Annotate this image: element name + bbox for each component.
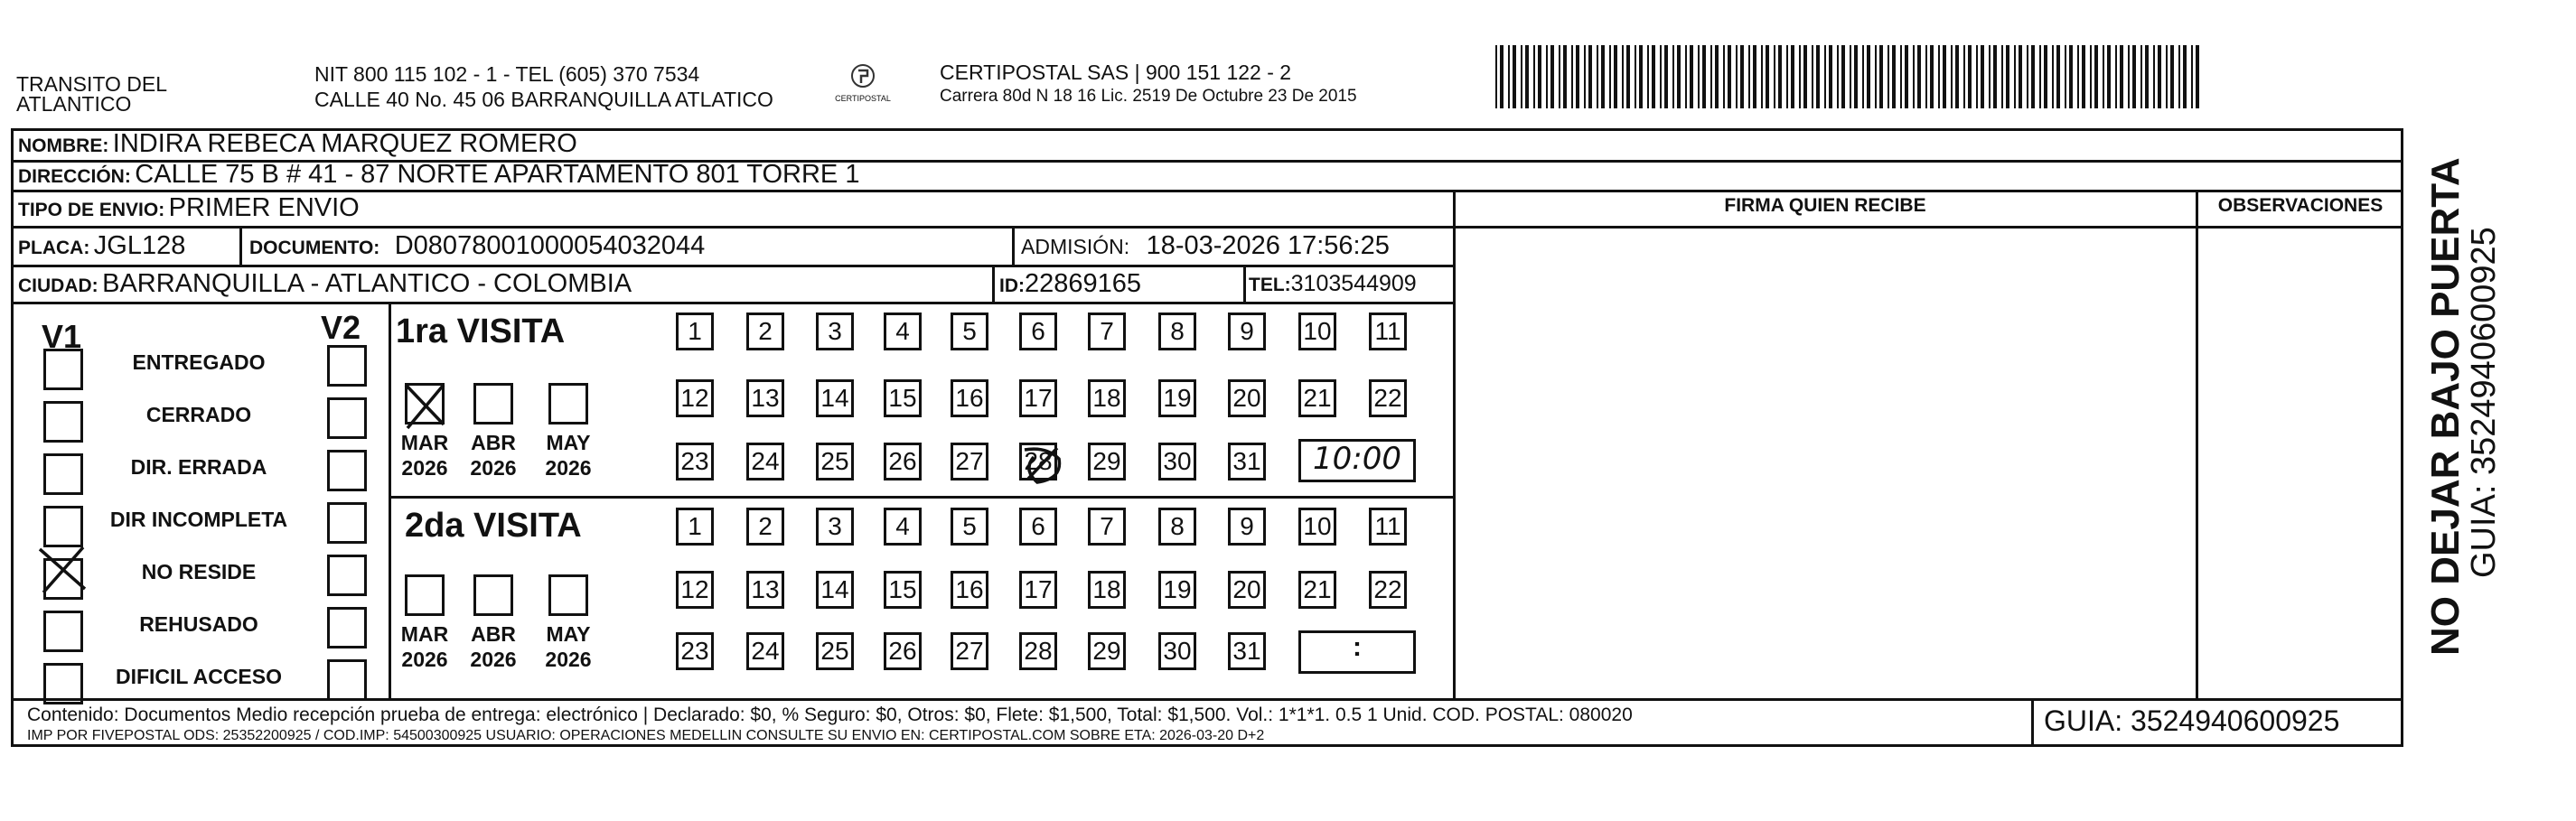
barcode-bar bbox=[1609, 45, 1611, 108]
type-row bbox=[18, 193, 360, 223]
v2-checkbox[interactable] bbox=[327, 659, 367, 701]
barcode-bar bbox=[1900, 45, 1902, 108]
type-label: TIPO DE ENVIO: bbox=[18, 200, 165, 220]
barcode-bar bbox=[1740, 45, 1744, 108]
barcode-bar bbox=[2001, 45, 2003, 108]
company-license: Carrera 80d N 18 16 Lic. 2519 De Octubre 23 De 2015 bbox=[940, 87, 1357, 106]
barcode-bar bbox=[1930, 45, 1934, 108]
sender-nit: NIT 800 115 102 - 1 - TEL (605) 370 7534 bbox=[314, 62, 700, 86]
barcode-bar bbox=[1905, 45, 1908, 108]
day-cell[interactable]: 14 bbox=[816, 571, 854, 609]
day-cell[interactable]: 23 bbox=[676, 443, 714, 480]
day-cell[interactable]: 31 bbox=[1228, 443, 1266, 480]
barcode-bar bbox=[1841, 45, 1845, 108]
day-cell[interactable]: 25 bbox=[816, 443, 854, 480]
v1-label: V1 bbox=[42, 318, 82, 355]
barcode-bar bbox=[2090, 45, 2092, 108]
footer-contents: Contenido: Documentos Medio recepción prueba de entrega: electrónico | Declarado: $0, % Seguro: $0, Otros: $0, Flete: $1,500, Total: $1,500. Vol.: 1*1*1. 0.5 1 Unid. COD. POSTAL: 080020 bbox=[27, 704, 1633, 725]
v2-checkbox[interactable] bbox=[327, 555, 367, 596]
barcode-bar bbox=[1943, 45, 1946, 108]
side-warning: NO DEJAR BAJO PUERTA bbox=[2423, 157, 2468, 656]
sender-name bbox=[16, 74, 167, 114]
observations-header: OBSERVACIONES bbox=[2217, 195, 2384, 216]
barcode-bar bbox=[2006, 45, 2009, 108]
barcode-bar bbox=[1786, 45, 1788, 108]
status-option-label: CERRADO bbox=[145, 403, 252, 426]
v2-label: V2 bbox=[321, 309, 361, 346]
first-visit-title: 1ra VISITA bbox=[396, 313, 566, 350]
id-field bbox=[999, 269, 1141, 299]
barcode-bar bbox=[2044, 45, 2047, 108]
barcode-bar bbox=[1829, 45, 1832, 108]
month-year: 2026 bbox=[545, 456, 592, 480]
barcode-bar bbox=[1728, 45, 1731, 108]
barcode-bar bbox=[1550, 45, 1554, 108]
barcode-bar bbox=[1538, 45, 1541, 108]
v2-checkbox[interactable] bbox=[327, 502, 367, 544]
barcode-bar bbox=[2014, 45, 2016, 108]
day-cell[interactable]: 8 bbox=[1158, 508, 1196, 546]
month-label: ABR bbox=[471, 431, 516, 454]
status-option-label: NO RESIDE bbox=[141, 560, 257, 583]
day-cell[interactable]: 8 bbox=[1158, 313, 1196, 350]
admission-field bbox=[1021, 231, 1390, 261]
barcode-bar bbox=[1791, 45, 1794, 108]
barcode-bar bbox=[1576, 45, 1579, 108]
barcode-bar bbox=[2132, 45, 2136, 108]
v2-checkbox[interactable] bbox=[327, 397, 367, 439]
barcode-bar bbox=[1677, 45, 1681, 108]
barcode-bar bbox=[2120, 45, 2123, 108]
barcode-bar bbox=[1698, 45, 1700, 108]
barcode-bar bbox=[1588, 45, 1592, 108]
company-name: CERTIPOSTAL SAS | 900 151 122 - 2 bbox=[940, 61, 1292, 84]
barcode-bar bbox=[1913, 45, 1915, 108]
barcode-bar bbox=[1938, 45, 1940, 108]
barcode-bar bbox=[1748, 45, 1750, 108]
barcode-bar bbox=[1989, 45, 1991, 108]
city-field bbox=[18, 269, 632, 299]
month-year: 2026 bbox=[470, 456, 517, 480]
barcode-bar bbox=[1736, 45, 1738, 108]
v2-checkbox[interactable] bbox=[327, 345, 367, 387]
tel-label: TEL: bbox=[1249, 275, 1291, 295]
month-year: 2026 bbox=[401, 456, 448, 480]
barcode-bar bbox=[1981, 45, 1984, 108]
barcode-bar bbox=[1837, 45, 1839, 108]
barcode-bar bbox=[2166, 45, 2168, 108]
day-cell[interactable]: 21 bbox=[1298, 571, 1336, 609]
barcode-bar bbox=[1647, 45, 1649, 108]
barcode-bar bbox=[2140, 45, 2142, 108]
plate-field bbox=[18, 231, 185, 261]
day-cell[interactable]: 11 bbox=[1369, 508, 1407, 546]
day-cell[interactable]: 24 bbox=[746, 632, 784, 670]
name-row bbox=[18, 129, 577, 160]
barcode-bar bbox=[2077, 45, 2079, 108]
day-cell[interactable]: 16 bbox=[951, 379, 988, 417]
day-cell[interactable]: 12 bbox=[676, 379, 714, 417]
barcode-bar bbox=[1521, 45, 1522, 108]
barcode-bar bbox=[2065, 45, 2066, 108]
signature-header: FIRMA QUIEN RECIBE bbox=[1724, 195, 1926, 216]
day-cell[interactable]: 16 bbox=[951, 571, 988, 609]
day-cell[interactable]: 10 bbox=[1298, 313, 1336, 350]
day-cell[interactable]: 13 bbox=[746, 379, 784, 417]
second-visit-time: : bbox=[1353, 632, 1362, 662]
side-guia: GUIA: 3524940600925 bbox=[2465, 227, 2503, 578]
day-cell[interactable]: 4 bbox=[884, 508, 922, 546]
barcode-bar bbox=[1660, 45, 1662, 108]
barcode-bar bbox=[1816, 45, 1820, 108]
barcode-bar bbox=[1766, 45, 1769, 108]
barcode-bar bbox=[1917, 45, 1921, 108]
barcode-bar bbox=[1993, 45, 1997, 108]
day-cell[interactable]: 9 bbox=[1228, 313, 1266, 350]
footer-imp: IMP POR FIVEPOSTAL ODS: 25352200925 / COD.IMP: 54500300925 USUARIO: OPERACIONES MEDELLIN CONSULTE SU ENVIO EN: CERTIPOSTAL.COM SOBRE ETA: 2026-03-20 D+2 bbox=[27, 728, 1265, 743]
barcode-bar bbox=[1803, 45, 1807, 108]
day-cell[interactable]: 3 bbox=[816, 508, 854, 546]
day-cell[interactable]: 5 bbox=[951, 313, 988, 350]
day-cell[interactable]: 29 bbox=[1088, 632, 1126, 670]
barcode-bar bbox=[1812, 45, 1813, 108]
barcode-bar bbox=[1652, 45, 1655, 108]
barcode-bar bbox=[1614, 45, 1617, 108]
day-cell[interactable]: 23 bbox=[676, 632, 714, 670]
day-cell[interactable]: 15 bbox=[884, 379, 922, 417]
day-cell[interactable]: 3 bbox=[816, 313, 854, 350]
month-checkbox[interactable] bbox=[548, 574, 588, 616]
barcode-bar bbox=[1862, 45, 1864, 108]
barcode-bar bbox=[1533, 45, 1535, 108]
barcode-graphic bbox=[1495, 45, 2200, 108]
barcode-bar bbox=[1715, 45, 1719, 108]
month-checkbox[interactable] bbox=[405, 574, 445, 616]
id-label: ID: bbox=[999, 275, 1025, 296]
day-cell[interactable]: 20 bbox=[1228, 379, 1266, 417]
barcode-bar bbox=[2082, 45, 2085, 108]
month-year: 2026 bbox=[545, 648, 592, 671]
barcode-bar bbox=[1854, 45, 1858, 108]
barcode-bar bbox=[1626, 45, 1630, 108]
day-cell[interactable]: 28 bbox=[1019, 632, 1057, 670]
barcode-bar bbox=[1622, 45, 1624, 108]
first-visit-time: 10:00 bbox=[1313, 441, 1401, 477]
barcode-bar bbox=[1879, 45, 1883, 108]
barcode-bar bbox=[1500, 45, 1503, 108]
admission-value: 18-03-2026 17:56:25 bbox=[1146, 231, 1390, 260]
barcode-bar bbox=[2145, 45, 2149, 108]
day-cell[interactable]: 11 bbox=[1369, 313, 1407, 350]
form-frame bbox=[11, 128, 2403, 747]
barcode-bar bbox=[2094, 45, 2098, 108]
barcode-bar bbox=[1601, 45, 1605, 108]
barcode-bar bbox=[1976, 45, 1978, 108]
footer-guia: GUIA: 3524940600925 bbox=[2044, 704, 2340, 737]
barcode-bar bbox=[2191, 45, 2193, 108]
barcode-bar bbox=[2069, 45, 2073, 108]
status-option-label: DIFICIL ACCESO bbox=[115, 665, 282, 688]
address-row bbox=[18, 160, 859, 190]
barcode-bar bbox=[1774, 45, 1775, 108]
day-cell[interactable]: 19 bbox=[1158, 571, 1196, 609]
recipient-address: CALLE 75 B # 41 - 87 NORTE APARTAMENTO 801 TORRE 1 bbox=[135, 160, 860, 189]
barcode-bar bbox=[1824, 45, 1826, 108]
month-year: 2026 bbox=[470, 648, 517, 671]
tel-field bbox=[1249, 271, 1417, 297]
barcode-bar bbox=[2107, 45, 2111, 108]
barcode-bar bbox=[2031, 45, 2035, 108]
v2-checkbox[interactable] bbox=[327, 450, 367, 491]
barcode-bar bbox=[1563, 45, 1567, 108]
plate-value: JGL128 bbox=[93, 231, 186, 260]
barcode-bar bbox=[1513, 45, 1516, 108]
day-cell[interactable]: 2 bbox=[746, 508, 784, 546]
admission-label: ADMISIÓN: bbox=[1021, 235, 1130, 258]
barcode-bar bbox=[2158, 45, 2161, 108]
barcode-bar bbox=[1525, 45, 1529, 108]
barcode-bar bbox=[1955, 45, 1959, 108]
status-option-label: REHUSADO bbox=[139, 612, 258, 636]
day-cell[interactable]: 20 bbox=[1228, 571, 1266, 609]
company-logo bbox=[827, 61, 899, 107]
barcode-bar bbox=[1635, 45, 1636, 108]
day-cell[interactable]: 2 bbox=[746, 313, 784, 350]
tel-value: 3103544909 bbox=[1290, 271, 1417, 296]
day-cell[interactable]: 5 bbox=[951, 508, 988, 546]
barcode-bar bbox=[2039, 45, 2041, 108]
status-option-label: ENTREGADO bbox=[132, 350, 266, 374]
month-year: 2026 bbox=[401, 648, 448, 671]
barcode-bar bbox=[2056, 45, 2060, 108]
day-cell[interactable]: 24 bbox=[746, 443, 784, 480]
barcode-bar bbox=[1546, 45, 1548, 108]
month-label: MAR bbox=[400, 622, 449, 646]
day-cell[interactable]: 7 bbox=[1088, 313, 1126, 350]
month-label: MAR bbox=[400, 431, 449, 454]
day-28-mark bbox=[1019, 443, 1068, 488]
day-cell[interactable]: 6 bbox=[1019, 508, 1057, 546]
barcode-bar bbox=[1690, 45, 1693, 108]
day-cell[interactable]: 1 bbox=[676, 508, 714, 546]
barcode-bar bbox=[1968, 45, 1972, 108]
day-cell[interactable]: 17 bbox=[1019, 379, 1057, 417]
barcode-bar bbox=[1664, 45, 1668, 108]
barcode-bar bbox=[1761, 45, 1763, 108]
barcode-bar bbox=[1723, 45, 1725, 108]
day-cell[interactable]: 10 bbox=[1298, 508, 1336, 546]
barcode-bar bbox=[1571, 45, 1573, 108]
barcode-bar bbox=[1702, 45, 1706, 108]
sender-line-2: ATLANTICO bbox=[16, 92, 132, 116]
month-label: MAY bbox=[546, 622, 591, 646]
day-cell[interactable]: 31 bbox=[1228, 632, 1266, 670]
day-cell[interactable]: 4 bbox=[884, 313, 922, 350]
barcode-bar bbox=[1951, 45, 1953, 108]
document-label: DOCUMENTO: bbox=[249, 238, 380, 258]
barcode-bar bbox=[1867, 45, 1870, 108]
month-checkbox[interactable] bbox=[548, 383, 588, 424]
barcode-bar bbox=[1685, 45, 1687, 108]
day-cell[interactable]: 18 bbox=[1088, 379, 1126, 417]
day-cell[interactable]: 21 bbox=[1298, 379, 1336, 417]
day-cell[interactable]: 25 bbox=[816, 632, 854, 670]
status-option-label: DIR. ERRADA bbox=[130, 455, 267, 479]
barcode-bar bbox=[1495, 45, 1497, 108]
barcode-bar bbox=[1850, 45, 1851, 108]
barcode-bar bbox=[2183, 45, 2187, 108]
day-cell[interactable]: 14 bbox=[816, 379, 854, 417]
day-cell[interactable]: 26 bbox=[884, 632, 922, 670]
barcode bbox=[1495, 45, 2200, 108]
day-cell[interactable]: 30 bbox=[1158, 443, 1196, 480]
month-checkbox[interactable] bbox=[473, 574, 513, 616]
barcode-bar bbox=[2128, 45, 2130, 108]
document-value: D08078001000054032044 bbox=[394, 231, 706, 260]
barcode-bar bbox=[1753, 45, 1756, 108]
day-cell[interactable]: 18 bbox=[1088, 571, 1126, 609]
barcode-bar bbox=[2153, 45, 2155, 108]
id-value: 22869165 bbox=[1025, 269, 1142, 298]
day-cell[interactable]: 17 bbox=[1019, 571, 1057, 609]
barcode-bar bbox=[1584, 45, 1586, 108]
barcode-bar bbox=[2052, 45, 2054, 108]
barcode-bar bbox=[1963, 45, 1965, 108]
barcode-bar bbox=[1888, 45, 1889, 108]
barcode-bar bbox=[1875, 45, 1877, 108]
barcode-bar bbox=[1559, 45, 1560, 108]
day-cell[interactable]: 12 bbox=[676, 571, 714, 609]
barcode-bar bbox=[2103, 45, 2104, 108]
shipment-type: PRIMER ENVIO bbox=[168, 193, 360, 222]
day-cell[interactable]: 27 bbox=[951, 443, 988, 480]
barcode-bar bbox=[1710, 45, 1712, 108]
status-option-label: DIR INCOMPLETA bbox=[109, 508, 288, 531]
barcode-bar bbox=[2115, 45, 2117, 108]
day-cell[interactable]: 7 bbox=[1088, 508, 1126, 546]
recipient-name: INDIRA REBECA MARQUEZ ROMERO bbox=[112, 129, 577, 158]
city-value: BARRANQUILLA - ATLANTICO - COLOMBIA bbox=[102, 269, 632, 298]
day-cell[interactable]: 22 bbox=[1369, 379, 1407, 417]
v2-checkbox[interactable] bbox=[327, 607, 367, 648]
no-reside-check-mark bbox=[34, 544, 92, 598]
barcode-bar bbox=[1672, 45, 1674, 108]
day-cell[interactable]: 26 bbox=[884, 443, 922, 480]
city-label: CIUDAD: bbox=[18, 275, 98, 296]
second-visit-title: 2da VISITA bbox=[405, 507, 582, 545]
plate-label: PLACA: bbox=[18, 238, 90, 258]
barcode-bar bbox=[2178, 45, 2180, 108]
barcode-bar bbox=[1892, 45, 1896, 108]
barcode-bar bbox=[1925, 45, 1927, 108]
day-cell[interactable]: 6 bbox=[1019, 313, 1057, 350]
day-cell[interactable]: 19 bbox=[1158, 379, 1196, 417]
barcode-bar bbox=[2196, 45, 2199, 108]
day-cell[interactable]: 30 bbox=[1158, 632, 1196, 670]
day-cell[interactable]: 28 bbox=[1019, 443, 1057, 480]
month-label: MAY bbox=[546, 431, 591, 454]
barcode-bar bbox=[1508, 45, 1510, 108]
month-checkbox[interactable] bbox=[473, 383, 513, 424]
address-label: DIRECCIÓN: bbox=[18, 166, 131, 187]
barcode-bar bbox=[2027, 45, 2028, 108]
day-cell[interactable]: 15 bbox=[884, 571, 922, 609]
barcode-bar bbox=[1799, 45, 1801, 108]
barcode-bar bbox=[1597, 45, 1598, 108]
first-visit-mar-check-mark bbox=[400, 379, 454, 434]
barcode-bar bbox=[1778, 45, 1782, 108]
day-cell[interactable]: 29 bbox=[1088, 443, 1126, 480]
sender-address: CALLE 40 No. 45 06 BARRANQUILLA ATLATICO bbox=[314, 88, 773, 111]
day-cell[interactable]: 22 bbox=[1369, 571, 1407, 609]
day-cell[interactable]: 9 bbox=[1228, 508, 1266, 546]
day-cell[interactable]: 13 bbox=[746, 571, 784, 609]
logo-text: CERTIPOSTAL bbox=[835, 94, 891, 103]
barcode-bar bbox=[1639, 45, 1643, 108]
day-cell[interactable]: 1 bbox=[676, 313, 714, 350]
sender-line-1: TRANSITO DEL bbox=[16, 72, 167, 96]
barcode-bar bbox=[2019, 45, 2022, 108]
day-cell[interactable]: 27 bbox=[951, 632, 988, 670]
barcode-bar bbox=[2170, 45, 2174, 108]
month-label: ABR bbox=[471, 622, 516, 646]
document-field bbox=[249, 231, 705, 261]
name-label: NOMBRE: bbox=[18, 135, 109, 156]
